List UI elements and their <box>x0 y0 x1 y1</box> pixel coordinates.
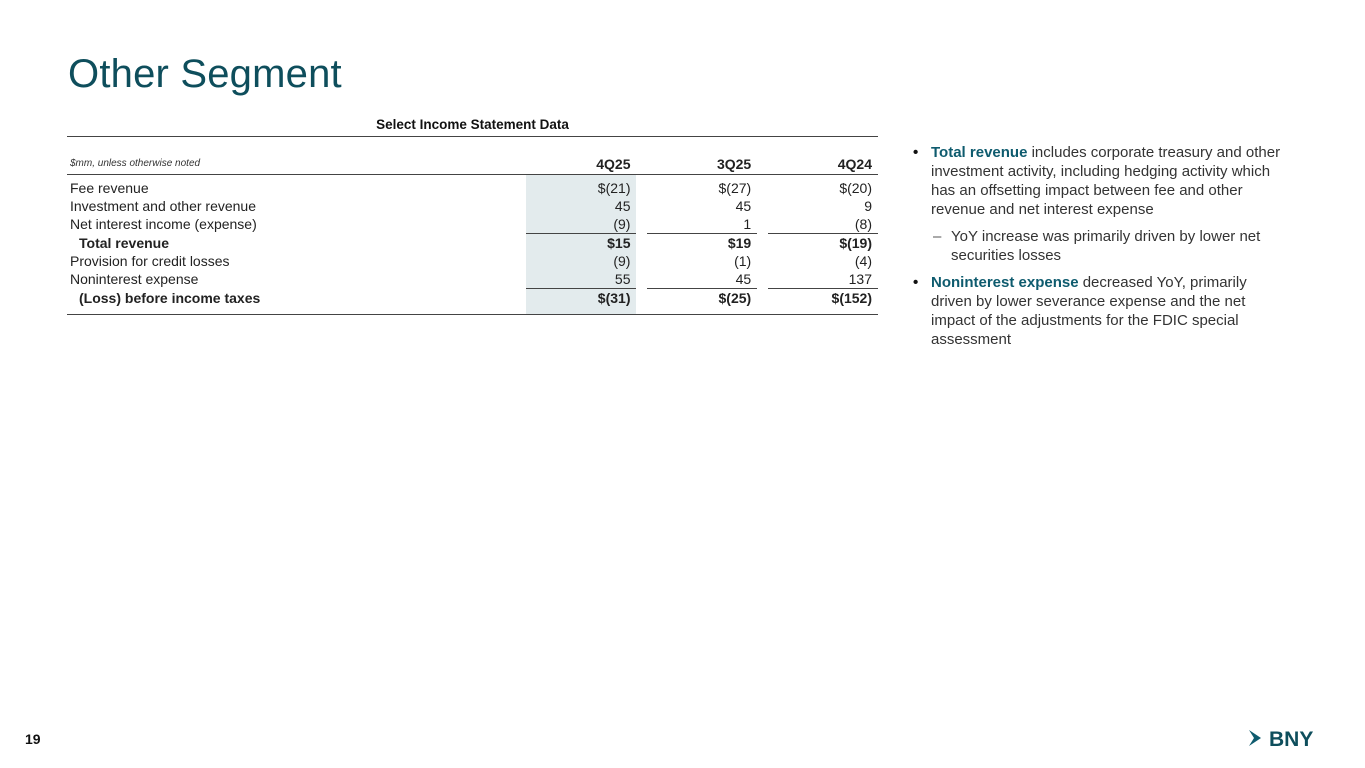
row-label: Fee revenue <box>70 180 149 196</box>
logo-wordmark: BNY <box>1269 728 1314 749</box>
cell-3q25: $19 <box>647 234 757 253</box>
data-table <box>67 137 878 314</box>
row-label: Provision for credit losses <box>70 253 230 269</box>
bullet-dot-icon: • <box>913 144 919 161</box>
cell-4q25: $(31) <box>526 289 636 315</box>
table-header-row <box>67 137 878 175</box>
row-label: Net interest income (expense) <box>70 216 257 233</box>
cell-4q25: 55 <box>526 270 636 289</box>
cell-4q24: (8) <box>854 216 872 232</box>
cell-4q24: 9 <box>864 198 872 214</box>
bullet-keyword: Noninterest expense <box>931 274 1079 291</box>
page-title: Other Segment <box>68 52 342 96</box>
cell-4q24: $(152) <box>768 289 878 315</box>
bullet-total-revenue <box>913 143 1283 219</box>
cell-4q25: (9) <box>526 252 636 270</box>
unit-note: $mm, unless otherwise noted <box>67 137 516 175</box>
cell-4q25: $(21) <box>526 175 636 198</box>
cell-4q25: 45 <box>526 197 636 215</box>
cell-3q25: 1 <box>743 216 752 232</box>
cell-3q25: $(27) <box>718 180 752 196</box>
row-label: (Loss) before income taxes <box>79 289 261 306</box>
bullet-keyword: Total revenue <box>931 144 1028 161</box>
bny-logo <box>1248 727 1334 749</box>
table-row <box>67 270 878 289</box>
cell-4q25: (9) <box>526 215 636 234</box>
sub-bullet-yoy <box>913 227 1283 265</box>
bullet-noninterest-expense <box>913 273 1283 349</box>
logo-chevron-icon <box>1249 730 1261 746</box>
table-row <box>67 197 878 215</box>
row-label: Total revenue <box>79 234 169 251</box>
cell-3q25: 45 <box>735 198 752 214</box>
table-row-pretax-loss <box>67 289 878 315</box>
cell-4q24: $(20) <box>839 180 872 196</box>
row-label: Noninterest expense <box>70 271 199 288</box>
column-header-4q25: 4Q25 <box>526 137 636 175</box>
cell-4q24: 137 <box>848 271 872 287</box>
cell-3q25: 45 <box>735 271 752 287</box>
table-row <box>67 252 878 270</box>
bullet-dot-icon: • <box>913 274 919 291</box>
cell-4q24: (4) <box>854 253 872 269</box>
dash-icon: – <box>933 228 942 245</box>
cell-4q25: $15 <box>526 234 636 253</box>
cell-3q25: $(25) <box>647 289 757 315</box>
column-header-4q24: 4Q24 <box>768 137 878 175</box>
commentary <box>913 143 1283 357</box>
sub-bullet-text: YoY increase was primarily driven by lower net securities losses <box>951 228 1261 264</box>
income-statement-table <box>67 117 878 315</box>
table-row <box>67 215 878 234</box>
cell-3q25: (1) <box>734 253 752 269</box>
bullet-text: decreased YoY, primarily driven by lower severance expense and the net impact of the adjustments for the FDIC special assessment <box>931 274 1247 348</box>
row-label: Investment and other revenue <box>70 198 257 214</box>
table-row-total-revenue <box>67 234 878 253</box>
column-header-3q25: 3Q25 <box>647 137 757 175</box>
cell-4q24: $(19) <box>768 234 878 253</box>
table-title: Select Income Statement Data <box>67 117 878 137</box>
table-bottom-rule <box>67 314 878 315</box>
bullet-text: includes corporate treasury and other investment activity, including hedging activity which has an offsetting impact between fee and other revenue and net interest expense <box>931 144 1281 218</box>
page-number: 19 <box>25 731 41 747</box>
table-row <box>67 175 878 198</box>
